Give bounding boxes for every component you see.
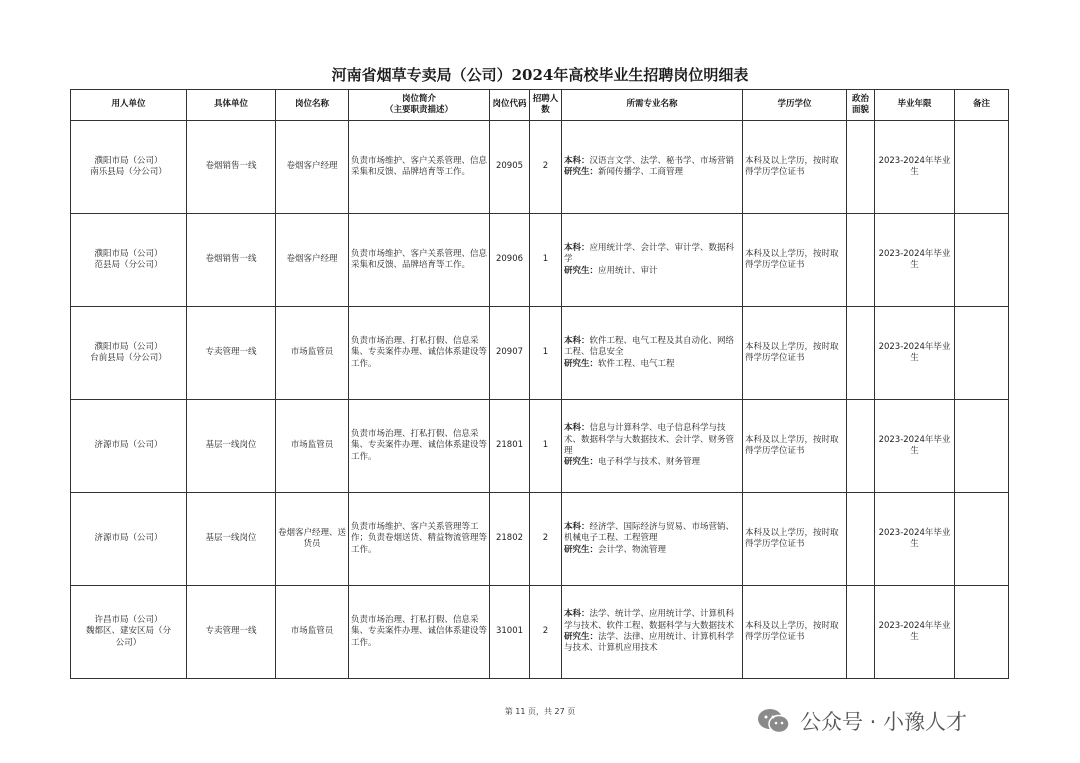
undergrad-label: 本科： — [564, 521, 590, 532]
header-code: 岗位代码 — [490, 90, 530, 121]
cell-grad-year: 2023-2024年毕业生 — [875, 121, 955, 214]
cell-degree: 本科及以上学历，按时取得学历学位证书 — [743, 493, 847, 586]
header-politics: 政治面貌 — [847, 90, 875, 121]
page-number: 第 11 页，共 27 页 — [504, 707, 576, 716]
employer-line: 濮阳市局（公司） — [94, 155, 163, 166]
header-remarks: 备注 — [955, 90, 1009, 121]
undergrad-label: 本科： — [564, 335, 590, 346]
cell-count: 2 — [530, 586, 562, 679]
cell-majors — [562, 121, 743, 214]
cell-intro: 负责市场治理、打私打假、信息采集、专卖案件办理、诚信体系建设等工作。 — [349, 586, 490, 679]
cell-position: 卷烟客户经理 — [276, 121, 349, 214]
cell-employer — [71, 214, 187, 307]
header-count: 招聘人数 — [530, 90, 562, 121]
employer-line: 许昌市局（公司） — [94, 614, 163, 625]
watermark-text: 公众号 · 小豫人才 — [800, 710, 968, 734]
cell-unit: 卷烟销售一线 — [187, 214, 276, 307]
grad-majors — [564, 457, 740, 468]
cell-remarks — [955, 400, 1009, 493]
cell-count: 2 — [530, 493, 562, 586]
employer-line: 南乐县局（分公司） — [90, 167, 167, 177]
undergrad-text: 软件工程、电气工程及其自动化、网络工程、信息安全 — [564, 335, 735, 358]
employer-line: 公司） — [115, 637, 142, 648]
header-majors: 所需专业名称 — [562, 90, 743, 121]
cell-employer — [71, 493, 187, 586]
cell-employer — [71, 121, 187, 214]
header-intro-line1: 岗位简介 — [401, 93, 436, 104]
grad-majors — [564, 167, 740, 178]
undergrad-text: 经济学、国际经济与贸易、市场营销、机械电子工程、工程管理 — [564, 521, 735, 544]
cell-employer — [71, 307, 187, 400]
grad-label: 研究生： — [564, 265, 599, 276]
cell-degree: 本科及以上学历，按时取得学历学位证书 — [743, 400, 847, 493]
wechat-icon — [756, 707, 792, 735]
cell-grad-year: 2023-2024年毕业生 — [875, 586, 955, 679]
cell-remarks — [955, 214, 1009, 307]
cell-intro: 负责市场维护、客户关系管理等工作；负责卷烟送货、精益物流管理等工作。 — [349, 493, 490, 586]
employer-line: 范县局（分公司） — [94, 260, 163, 270]
undergrad-label: 本科： — [564, 423, 590, 434]
grad-label: 研究生： — [564, 632, 599, 642]
cell-degree: 本科及以上学历，按时取得学历学位证书 — [743, 121, 847, 214]
undergrad-label: 本科： — [564, 609, 590, 620]
cell-grad-year: 2023-2024年毕业生 — [875, 214, 955, 307]
header-degree: 学历学位 — [743, 90, 847, 121]
cell-politics — [847, 586, 875, 679]
cell-intro: 负责市场治理、打私打假、信息采集、专卖案件办理、诚信体系建设等工作。 — [349, 400, 490, 493]
undergrad-majors — [564, 156, 740, 167]
grad-text: 会计学、物流管理 — [598, 544, 667, 555]
grad-majors — [564, 359, 740, 370]
cell-grad-year: 2023-2024年毕业生 — [875, 493, 955, 586]
undergrad-text: 信息与计算科学、电子信息科学与技术、数据科学与大数据技术、会计学、财务管理 — [564, 423, 735, 456]
header-grad-year: 毕业年限 — [875, 90, 955, 121]
page-title: 河南省烟草专卖局（公司）2024年高校毕业生招聘岗位明细表 — [331, 66, 749, 84]
undergrad-majors — [564, 243, 740, 266]
employer-line: 济源市局（公司） — [94, 440, 163, 451]
grad-text: 电子科学与技术、财务管理 — [598, 457, 701, 468]
cell-politics — [847, 121, 875, 214]
cell-position: 卷烟客户经理 — [276, 214, 349, 307]
cell-position: 市场监管员 — [276, 307, 349, 400]
cell-intro: 负责市场维护、客户关系管理、信息采集和反馈、品牌培育等工作。 — [349, 121, 490, 214]
cell-remarks — [955, 493, 1009, 586]
job-table — [70, 89, 1009, 679]
cell-code: 21801 — [490, 400, 530, 493]
employer-line: 濮阳市局（公司） — [94, 341, 163, 352]
undergrad-text: 汉语言文学、法学、秘书学、市场营销 — [589, 155, 735, 166]
grad-majors — [564, 266, 740, 277]
cell-code: 31001 — [490, 586, 530, 679]
table-row — [71, 307, 1009, 400]
cell-code: 20905 — [490, 121, 530, 214]
cell-employer — [71, 400, 187, 493]
header-intro-line2: （主要职责描述） — [384, 105, 453, 115]
table-row — [71, 121, 1009, 214]
cell-intro: 负责市场治理、打私打假、信息采集、专卖案件办理、诚信体系建设等工作。 — [349, 307, 490, 400]
cell-unit: 卷烟销售一线 — [187, 121, 276, 214]
employer-line: 魏都区、建安区局（分 — [85, 626, 171, 637]
undergrad-majors — [564, 423, 740, 457]
cell-position: 市场监管员 — [276, 586, 349, 679]
watermark — [756, 704, 1056, 738]
cell-politics — [847, 214, 875, 307]
cell-count: 1 — [530, 214, 562, 307]
header-intro — [349, 90, 490, 121]
employer-line: 濮阳市局（公司） — [94, 248, 163, 259]
undergrad-label: 本科： — [564, 242, 590, 253]
cell-unit: 专卖管理一线 — [187, 307, 276, 400]
cell-code: 20906 — [490, 214, 530, 307]
cell-grad-year: 2023-2024年毕业生 — [875, 400, 955, 493]
cell-code: 20907 — [490, 307, 530, 400]
grad-text: 法学、法律、应用统计、计算机科学与技术、计算机应用技术 — [564, 632, 735, 654]
cell-remarks — [955, 307, 1009, 400]
undergrad-label: 本科： — [564, 155, 590, 166]
grad-label: 研究生： — [564, 544, 599, 555]
cell-politics — [847, 400, 875, 493]
cell-position: 市场监管员 — [276, 400, 349, 493]
header-unit: 具体单位 — [187, 90, 276, 121]
grad-label: 研究生： — [564, 457, 599, 468]
undergrad-majors — [564, 336, 740, 359]
table-row — [71, 586, 1009, 679]
undergrad-text: 应用统计学、会计学、审计学、数据科学 — [564, 242, 735, 265]
grad-majors — [564, 632, 740, 655]
cell-code: 21802 — [490, 493, 530, 586]
table-row — [71, 400, 1009, 493]
grad-majors — [564, 545, 740, 556]
table-header-row — [71, 90, 1009, 121]
undergrad-text: 法学、统计学、应用统计学、计算机科学与技术、软件工程、数据科学与大数据技术 — [564, 609, 735, 631]
table-row — [71, 493, 1009, 586]
cell-grad-year: 2023-2024年毕业生 — [875, 307, 955, 400]
cell-employer — [71, 586, 187, 679]
header-position: 岗位名称 — [276, 90, 349, 121]
cell-majors — [562, 307, 743, 400]
cell-unit: 基层一线岗位 — [187, 400, 276, 493]
cell-position: 卷烟客户经理、送货员 — [276, 493, 349, 586]
cell-majors — [562, 214, 743, 307]
cell-majors — [562, 400, 743, 493]
header-employer: 用人单位 — [71, 90, 187, 121]
cell-count: 1 — [530, 307, 562, 400]
cell-unit: 专卖管理一线 — [187, 586, 276, 679]
grad-text: 软件工程、电气工程 — [598, 358, 675, 369]
cell-degree: 本科及以上学历，按时取得学历学位证书 — [743, 307, 847, 400]
employer-line: 台前县局（分公司） — [90, 353, 167, 363]
cell-unit: 基层一线岗位 — [187, 493, 276, 586]
cell-majors — [562, 493, 743, 586]
grad-label: 研究生： — [564, 358, 599, 369]
cell-politics — [847, 493, 875, 586]
cell-remarks — [955, 121, 1009, 214]
cell-degree: 本科及以上学历，按时取得学历学位证书 — [743, 214, 847, 307]
grad-text: 应用统计、审计 — [598, 265, 658, 276]
cell-count: 2 — [530, 121, 562, 214]
employer-line: 济源市局（公司） — [94, 533, 163, 544]
cell-remarks — [955, 586, 1009, 679]
cell-count: 1 — [530, 400, 562, 493]
table-row — [71, 214, 1009, 307]
cell-intro: 负责市场维护、客户关系管理、信息采集和反馈、品牌培育等工作。 — [349, 214, 490, 307]
undergrad-majors — [564, 609, 740, 632]
cell-politics — [847, 307, 875, 400]
grad-label: 研究生： — [564, 167, 599, 177]
grad-text: 新闻传播学、工商管理 — [598, 167, 684, 177]
cell-degree: 本科及以上学历，按时取得学历学位证书 — [743, 586, 847, 679]
undergrad-majors — [564, 522, 740, 545]
cell-majors — [562, 586, 743, 679]
